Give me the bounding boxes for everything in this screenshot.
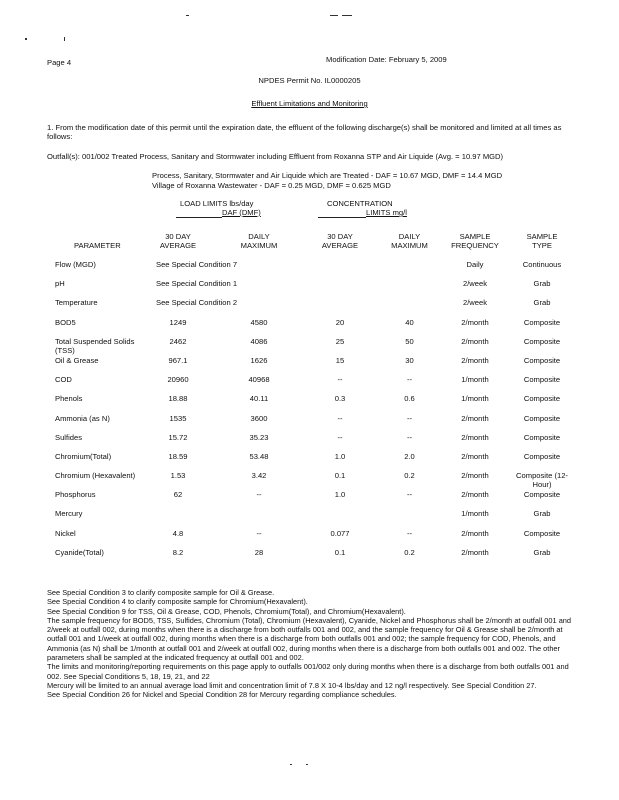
table-row xyxy=(47,298,577,317)
intro-paragraph: 1. From the modification date of this permit until the expiration date, the effluent of the following discharge(s) shall be monitored and limited at all times as follows: xyxy=(47,123,562,141)
header-conc-30day-average: 30 DAY AVERAGE xyxy=(321,232,359,250)
note-item: See Special Condition 3 to clarify composite sample for Oil & Grease. xyxy=(47,588,275,597)
conc-30day-average-cell: 25 xyxy=(335,336,345,346)
load-30day-average-cell: 8.2 xyxy=(172,547,184,557)
parameter-cell: COD xyxy=(55,375,72,385)
sample-frequency-cell: 2/week xyxy=(462,279,488,289)
load-limits-rule xyxy=(176,217,222,218)
sample-frequency-cell: 2/month xyxy=(461,413,489,423)
parameter-cell: Temperature xyxy=(55,298,98,308)
table-row xyxy=(47,490,577,509)
table-row xyxy=(47,509,577,528)
conc-daily-maximum-cell: 50 xyxy=(405,336,414,346)
conc-30day-average-cell: -- xyxy=(337,375,343,385)
concentration-rule xyxy=(318,217,366,218)
load-daily-maximum-cell xyxy=(214,509,304,528)
sample-frequency-cell: 2/month xyxy=(461,432,489,442)
process-line-2: Village of Roxanna Wastewater - DAF = 0.25 MGD, DMF = 0.625 MGD xyxy=(152,181,391,190)
conc-daily-maximum-cell: 2.0 xyxy=(404,451,415,461)
note-item: Mercury will be limited to an annual average load limit and concentration limit of 7.8 X 10-4 lbs/day and 12 ng/l respectively. See Special Condition 27. xyxy=(47,680,537,690)
conc-daily-maximum-cell: -- xyxy=(406,413,413,423)
sample-type-cell: Composite xyxy=(523,490,561,500)
conc-daily-maximum-cell xyxy=(376,279,443,298)
conc-30day-average-cell xyxy=(304,509,376,528)
sample-type-cell: Composite (12-Hour) xyxy=(516,471,568,490)
conc-daily-maximum-cell xyxy=(376,509,443,528)
conc-daily-maximum-cell: -- xyxy=(406,490,413,500)
sample-type-cell: Composite xyxy=(523,528,561,538)
sample-type-cell: Composite xyxy=(523,413,561,423)
conc-30day-average-cell: 20 xyxy=(335,317,345,327)
parameter-cell: Ammonia (as N) xyxy=(55,413,110,423)
conc-30day-average-cell: -- xyxy=(337,432,343,442)
load-limits-subheading: DAF (DMF) xyxy=(222,208,261,217)
load-daily-maximum-cell: 3600 xyxy=(250,413,268,423)
table-row xyxy=(47,260,577,279)
parameter-cell: Phenols xyxy=(55,394,83,404)
sample-frequency-cell: 2/month xyxy=(461,317,489,327)
sample-frequency-cell: 2/month xyxy=(461,528,489,538)
note-item: The limits and monitoring/reporting requirements on this page apply to outfalls 001/002 only during months when there is a discharge from both outfalls 001 and 002. See Special Conditions 5, 18, 19, 21, and 22 xyxy=(47,662,569,681)
table-row xyxy=(47,394,577,413)
scan-speck xyxy=(64,37,65,41)
note-item: The sample frequency for BOD5, TSS, Sulfides, Chromium (Total), Chromium (Hexavalent), Cyanide, Nickel and Phosphorus shall be 2/month at outfall 001 and 2/week at outfall 002, during months when there is a discharge from both outfalls 001 and 002, and the sample frequency for Oil & Grease shall be 2/month at outfall 001 and 1/week at outfall 002, during months when there is a discharge from both outfalls 001 and 002; the sample frequency for COD, Phenols, and Ammonia (as N) shall be 1/month at outfall 001 and 2/week at outfall 002, during months when there is a discharge from both outfalls 001 and 002. The other parameters shall be sampled at the indicated frequency at outfall 001 and 002. xyxy=(47,615,572,663)
conc-30day-average-cell xyxy=(304,298,376,317)
permit-number: NPDES Permit No. IL0000205 xyxy=(258,76,361,85)
sample-frequency-cell: 1/month xyxy=(461,394,489,404)
conc-30day-average-cell: 0.077 xyxy=(330,528,350,538)
load-30day-average-cell: See Special Condition 7 xyxy=(156,260,238,269)
conc-daily-maximum-cell: 0.6 xyxy=(404,394,415,404)
parameter-cell: Phosphorus xyxy=(55,490,96,500)
sample-type-cell: Composite xyxy=(523,336,561,346)
load-30day-average-cell: 15.72 xyxy=(168,432,188,442)
conc-30day-average-cell: 0.1 xyxy=(334,471,346,481)
conc-daily-maximum-cell xyxy=(376,298,443,317)
note-item: See Special Condition 9 for TSS, Oil & Grease, COD, Phenols, Chromium(Total), and Chromium(Hexavalent). xyxy=(47,606,406,616)
scan-speck xyxy=(342,15,352,16)
sample-frequency-cell: 2/month xyxy=(461,451,489,461)
load-30day-average-cell: See Special Condition 2 xyxy=(156,298,238,308)
note-item: See Special Condition 4 to clarify composite sample for Chromium(Hexavalent). xyxy=(47,597,308,607)
sample-frequency-cell: 2/month xyxy=(461,336,489,346)
sample-frequency-cell: 1/month xyxy=(461,509,489,519)
note-item: See Special Condition 26 for Nickel and Special Condition 28 for Mercury regarding compliance schedules. xyxy=(47,690,397,700)
load-daily-maximum-cell: 40968 xyxy=(248,375,270,385)
table-row xyxy=(47,414,577,433)
load-daily-maximum-cell: 40.11 xyxy=(249,394,269,404)
table-row xyxy=(47,548,577,567)
modification-date: Modification Date: February 5, 2009 xyxy=(326,55,447,64)
table-row xyxy=(47,529,577,548)
load-30day-average-cell: 20960 xyxy=(167,375,189,385)
scan-speck xyxy=(330,15,338,16)
table-row xyxy=(47,279,577,298)
conc-30day-average-cell: 0.1 xyxy=(334,547,346,557)
parameter-cell: Mercury xyxy=(55,509,83,519)
load-daily-maximum-cell: -- xyxy=(256,490,262,500)
conc-daily-maximum-cell xyxy=(376,260,443,279)
table-row xyxy=(47,318,577,337)
parameter-cell: BOD5 xyxy=(55,317,76,327)
parameter-cell: Oil & Grease xyxy=(55,355,99,365)
sample-type-cell: Grab xyxy=(533,279,551,289)
load-daily-maximum-cell: -- xyxy=(256,528,262,538)
table-header-row xyxy=(47,224,577,250)
conc-daily-maximum-cell: 0.2 xyxy=(404,547,415,557)
load-30day-average-cell: 2462 xyxy=(169,336,187,346)
conc-daily-maximum-cell: 0.2 xyxy=(404,471,415,481)
section-title: Effluent Limitations and Monitoring xyxy=(251,99,368,108)
load-30day-average-cell: 18.88 xyxy=(168,394,188,404)
sample-type-cell: Composite xyxy=(523,317,561,327)
process-line-1: Process, Sanitary, Stormwater and Air Liquide which are Treated - DAF = 10.67 MGD, DMF = 14.4 MGD xyxy=(152,171,503,180)
conc-daily-maximum-cell: -- xyxy=(406,375,413,385)
conc-daily-maximum-cell: -- xyxy=(406,432,413,442)
conc-30day-average-cell: 0.3 xyxy=(334,394,346,404)
concentration-heading: CONCENTRATION xyxy=(327,199,393,208)
sample-frequency-cell: 2/month xyxy=(461,547,489,557)
table-row xyxy=(47,471,577,490)
conc-30day-average-cell: 1.0 xyxy=(334,451,346,461)
header-sample-type: SAMPLE TYPE xyxy=(526,232,558,250)
conc-30day-average-cell: -- xyxy=(337,413,343,423)
load-daily-maximum-cell: 35.23 xyxy=(249,432,269,442)
parameter-cell: Total Suspended Solids (TSS) xyxy=(55,336,135,355)
load-daily-maximum-cell: 4580 xyxy=(250,317,268,327)
load-30day-average-cell: 1535 xyxy=(169,413,187,423)
sample-type-cell: Grab xyxy=(533,509,551,519)
load-30day-average-cell: 1.53 xyxy=(170,471,186,481)
header-parameter: PARAMETER xyxy=(74,241,121,250)
sample-frequency-cell: 2/month xyxy=(461,471,489,481)
conc-30day-average-cell: 15 xyxy=(335,355,345,365)
parameter-cell: Chromium(Total) xyxy=(55,451,112,461)
load-daily-maximum-cell: 53.48 xyxy=(249,451,269,461)
parameter-cell: Chromium (Hexavalent) xyxy=(55,471,136,481)
parameter-cell: Flow (MGD) xyxy=(55,260,96,269)
table-row xyxy=(47,356,577,375)
sample-type-cell: Continuous xyxy=(522,260,562,269)
sample-frequency-cell: Daily xyxy=(466,260,484,269)
conc-daily-maximum-cell: 40 xyxy=(405,317,414,327)
conc-30day-average-cell xyxy=(304,279,376,298)
sample-frequency-cell: 1/month xyxy=(461,375,489,385)
scan-speck xyxy=(25,38,27,40)
conc-30day-average-cell xyxy=(304,260,376,279)
load-limits-heading: LOAD LIMITS lbs/day xyxy=(180,199,254,208)
load-30day-average-cell: See Special Condition 1 xyxy=(156,279,238,289)
outfall-description: Outfall(s): 001/002 Treated Process, Sanitary and Stormwater including Effluent from Roxanna STP and Air Liquide (Avg. = 10.97 MGD) xyxy=(47,152,504,161)
header-load-30day-average: 30 DAY AVERAGE xyxy=(159,232,197,250)
load-daily-maximum-cell: 28 xyxy=(254,547,264,557)
sample-frequency-cell: 2/month xyxy=(461,490,489,500)
parameter-cell: pH xyxy=(55,279,65,289)
scan-speck xyxy=(186,15,189,16)
scan-speck xyxy=(290,764,292,765)
parameter-cell: Nickel xyxy=(55,528,76,538)
table-row xyxy=(47,337,577,356)
sample-frequency-cell: 2/month xyxy=(461,355,489,365)
load-30day-average-cell: 4.8 xyxy=(172,528,184,538)
load-30day-average-cell: 967.1 xyxy=(168,355,188,365)
conc-daily-maximum-cell: 30 xyxy=(405,355,414,365)
sample-type-cell: Composite xyxy=(523,394,561,404)
sample-type-cell: Grab xyxy=(533,547,551,557)
load-daily-maximum-cell: 3.42 xyxy=(251,471,267,481)
table-row xyxy=(47,452,577,471)
conc-30day-average-cell: 1.0 xyxy=(334,490,346,500)
sample-type-cell: Composite xyxy=(523,432,561,442)
header-conc-daily-maximum: DAILY MAXIMUM xyxy=(391,232,428,250)
table-row xyxy=(47,375,577,394)
sample-type-cell: Composite xyxy=(523,355,561,365)
header-sample-frequency: SAMPLE FREQUENCY xyxy=(451,232,499,250)
sample-type-cell: Grab xyxy=(533,298,551,308)
load-daily-maximum-cell: 4086 xyxy=(250,336,268,346)
header-load-daily-maximum: DAILY MAXIMUM xyxy=(240,232,278,250)
page-number: Page 4 xyxy=(47,58,72,67)
concentration-subheading: LIMITS mg/l xyxy=(366,208,407,217)
parameter-cell: Cyanide(Total) xyxy=(55,547,104,557)
load-30day-average-cell: 1249 xyxy=(169,317,187,327)
load-30day-average-cell: 62 xyxy=(173,490,183,500)
table-row xyxy=(47,433,577,452)
load-30day-average-cell: 18.59 xyxy=(168,451,188,461)
notes-block xyxy=(47,588,577,700)
sample-frequency-cell: 2/week xyxy=(462,298,488,308)
conc-daily-maximum-cell: -- xyxy=(406,528,413,538)
effluent-limits-table xyxy=(47,224,577,567)
sample-type-cell: Composite xyxy=(523,375,561,385)
sample-type-cell: Composite xyxy=(523,451,561,461)
scan-speck xyxy=(306,764,308,765)
load-30day-average-cell xyxy=(142,509,214,528)
load-daily-maximum-cell: 1626 xyxy=(250,355,268,365)
parameter-cell: Sulfides xyxy=(55,432,83,442)
